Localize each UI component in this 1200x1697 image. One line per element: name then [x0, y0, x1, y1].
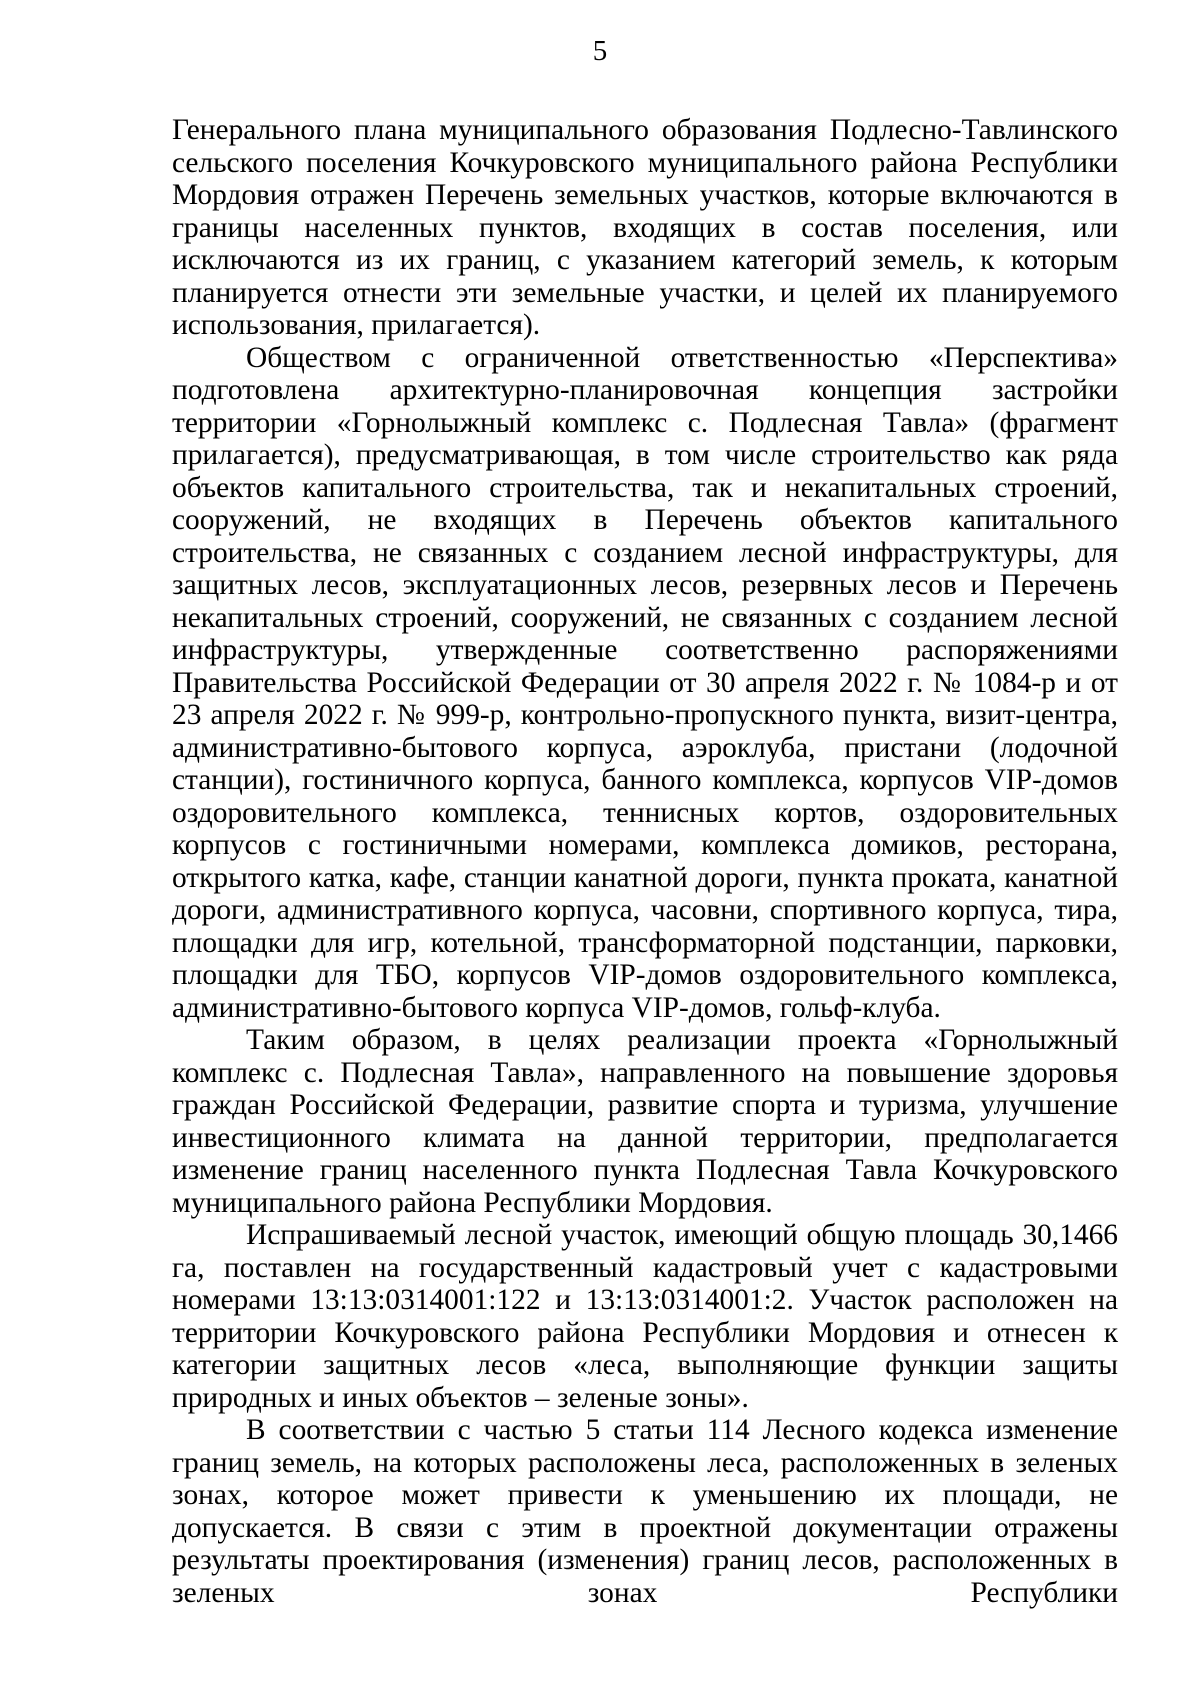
paragraph-forest-plot: Испрашиваемый лесной участок, имеющий общую площадь 30,1466 га, поставлен на государственный кадастровый учет с кадастровыми номерами 13:13:0314001:122 и 13:13:0314001:2. Участок расположен на территории Кочкуровского района Республики Мордовия и отнесен к категории защитных лесов «леса, выполняющие функции защиты природных и иных объектов – зеленые зоны».	[172, 1219, 1118, 1414]
page-number: 5	[592, 35, 608, 67]
paragraph-forest-code: В соответствии с частью 5 статьи 114 Лесного кодекса изменение границ земель, на которых расположены леса, расположенных в зеленых зонах, которое может привести к уменьшению их площади, не допускается. В связи с этим в проектной документации отражены результаты проектирования (изменения) границ лесов, расположенных в зеленых зонах Республики	[172, 1414, 1118, 1609]
document-body	[172, 114, 1118, 1609]
paragraph-project-purpose: Таким образом, в целях реализации проекта «Горнолыжный комплекс с. Подлесная Тавла», направленного на повышение здоровья граждан Российской Федерации, развитие спорта и туризма, улучшение инвестиционного климата на данной территории, предполагается изменение границ населенного пункта Подлесная Тавла Кочкуровского муниципального района Республики Мордовия.	[172, 1024, 1118, 1219]
paragraph-general-plan-continuation: Генерального плана муниципального образования Подлесно-Тавлинского сельского поселения Кочкуровского муниципального района Республики Мордовия отражен Перечень земельных участков, которые включаются в границы населенных пунктов, входящих в состав поселения, или исключаются из их границ, с указанием категорий земель, к которым планируется отнести эти земельные участки, и целей их планируемого использования, прилагается).	[172, 114, 1118, 341]
paragraph-perspektiva-concept: Обществом с ограниченной ответственностью «Перспектива» подготовлена архитектурно-планировочная концепция застройки территории «Горнолыжный комплекс с. Подлесная Тавла» (фрагмент прилагается), предусматривающая, в том числе строительство как ряда объектов капитального строительства, так и некапитальных строений, сооружений, не входящих в Перечень объектов капитального строительства, не связанных с созданием лесной инфраструктуры, для защитных лесов, эксплуатационных лесов, резервных лесов и Перечень некапитальных строений, сооружений, не связанных с созданием лесной инфраструктуры, утвержденные соответственно распоряжениями Правительства Российской Федерации от 30 апреля 2022 г. № 1084-р и от 23 апреля 2022 г. № 999-р, контрольно-пропускного пункта, визит-центра, административно-бытового корпуса, аэроклуба, пристани (лодочной станции), гостиничного корпуса, банного комплекса, корпусов VIP-домов оздоровительного комплекса, теннисных кортов, оздоровительных корпусов с гостиничными номерами, комплекса домиков, ресторана, открытого катка, кафе, станции канатной дороги, пункта проката, канатной дороги, административного корпуса, часовни, спортивного корпуса, тира, площадки для игр, котельной, трансформаторной подстанции, парковки, площадки для ТБО, корпусов VIP-домов оздоровительного комплекса, административно-бытового корпуса VIP-домов, гольф-клуба.	[172, 341, 1118, 1024]
